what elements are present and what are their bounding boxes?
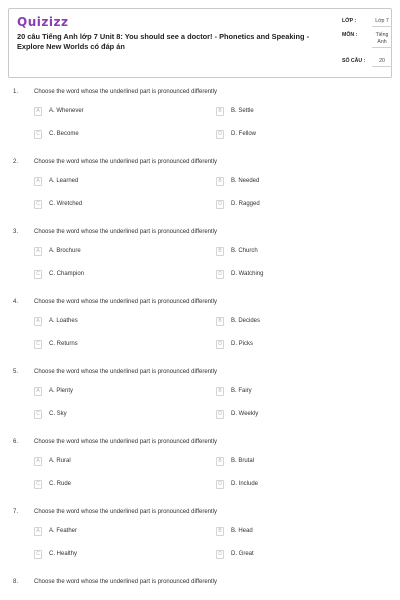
option-text: D. Fellow xyxy=(231,131,257,137)
subject-value: Tiếng Anh xyxy=(372,32,392,48)
question-text: Choose the word whose the underlined part is pronounced differently xyxy=(34,439,218,445)
answer-option-b[interactable] xyxy=(216,107,366,116)
option-text: B. Head xyxy=(231,528,253,534)
option-text: A. Plenty xyxy=(49,388,74,394)
question-item xyxy=(0,509,400,579)
question-text: Choose the word whose the underlined part is pronounced differently xyxy=(34,299,218,305)
option-letter-box: B xyxy=(216,107,224,116)
option-letter-box: B xyxy=(216,317,224,326)
option-text: C. Returns xyxy=(49,341,78,347)
question-text: Choose the word whose the underlined part is pronounced differently xyxy=(34,369,218,375)
option-text: C. Sky xyxy=(49,411,67,417)
option-letter-box: B xyxy=(216,387,224,396)
answer-option-b[interactable] xyxy=(216,457,366,466)
question-text: Choose the word whose the underlined part is pronounced differently xyxy=(34,509,218,515)
option-letter-box: D xyxy=(216,480,224,489)
option-text: B. Decides xyxy=(231,318,261,324)
answer-option-c[interactable] xyxy=(34,270,184,279)
option-text: B. Church xyxy=(231,248,258,254)
option-text: B. Settle xyxy=(231,108,254,114)
option-letter-box: D xyxy=(216,410,224,419)
option-text: A. Feather xyxy=(49,528,78,534)
option-letter-box: C xyxy=(34,480,42,489)
answer-option-c[interactable] xyxy=(34,480,184,489)
option-text: D. Great xyxy=(231,551,254,557)
quizizz-logo: Quizizz xyxy=(17,15,69,29)
option-text: D. Watching xyxy=(231,271,264,277)
option-letter-box: D xyxy=(216,340,224,349)
option-text: A. Rural xyxy=(49,458,71,464)
question-number: 5. xyxy=(13,369,19,375)
option-text: D. Weekly xyxy=(231,411,259,417)
option-text: C. Become xyxy=(49,131,79,137)
question-item xyxy=(0,89,400,159)
answer-option-b[interactable] xyxy=(216,527,366,536)
option-text: D. Picks xyxy=(231,341,254,347)
question-text: Choose the word whose the underlined part is pronounced differently xyxy=(34,89,218,95)
option-letter-box: C xyxy=(34,340,42,349)
answer-option-c[interactable] xyxy=(34,340,184,349)
option-letter-box: C xyxy=(34,550,42,559)
question-number: 8. xyxy=(13,579,19,585)
count-label: SỐ CÂU : xyxy=(342,58,366,64)
worksheet-title: 20 câu Tiếng Anh lớp 7 Unit 8: You should see a doctor! - Phonetics and Speaking - Explore New Worlds có đáp án xyxy=(17,32,310,51)
answer-option-a[interactable] xyxy=(34,387,184,396)
question-item xyxy=(0,229,400,299)
option-text: D. Ragged xyxy=(231,201,260,207)
subject-label: MÔN : xyxy=(342,32,358,38)
option-text: C. Rude xyxy=(49,481,72,487)
option-text: C. Healthy xyxy=(49,551,78,557)
question-text: Choose the word whose the underlined part is pronounced differently xyxy=(34,159,218,165)
answer-option-d[interactable] xyxy=(216,340,366,349)
answer-option-d[interactable] xyxy=(216,270,366,279)
answer-option-a[interactable] xyxy=(34,107,184,116)
question-number: 7. xyxy=(13,509,19,515)
question-item xyxy=(0,369,400,439)
question-number: 1. xyxy=(13,89,19,95)
answer-option-b[interactable] xyxy=(216,247,366,256)
grade-value: Lớp 7 xyxy=(372,18,392,27)
option-letter-box: A xyxy=(34,247,42,256)
option-letter-box: A xyxy=(34,387,42,396)
answer-option-c[interactable] xyxy=(34,200,184,209)
option-letter-box: A xyxy=(34,527,42,536)
option-letter-box: C xyxy=(34,200,42,209)
answer-option-d[interactable] xyxy=(216,550,366,559)
answer-option-c[interactable] xyxy=(34,410,184,419)
question-text: Choose the word whose the underlined part is pronounced differently xyxy=(34,229,218,235)
answer-option-c[interactable] xyxy=(34,550,184,559)
worksheet-header xyxy=(8,8,392,78)
option-letter-box: B xyxy=(216,527,224,536)
option-letter-box: C xyxy=(34,130,42,139)
option-letter-box: B xyxy=(216,177,224,186)
option-letter-box: B xyxy=(216,457,224,466)
question-item xyxy=(0,159,400,229)
option-letter-box: C xyxy=(34,410,42,419)
option-letter-box: D xyxy=(216,270,224,279)
answer-option-d[interactable] xyxy=(216,130,366,139)
option-letter-box: A xyxy=(34,317,42,326)
option-letter-box: D xyxy=(216,200,224,209)
grade-label: LỚP : xyxy=(342,18,357,24)
answer-option-b[interactable] xyxy=(216,387,366,396)
answer-option-b[interactable] xyxy=(216,177,366,186)
answer-option-a[interactable] xyxy=(34,247,184,256)
option-letter-box: A xyxy=(34,107,42,116)
question-text: Choose the word whose the underlined part is pronounced differently xyxy=(34,579,218,585)
question-number: 3. xyxy=(13,229,19,235)
option-text: A. Whenever xyxy=(49,108,84,114)
answer-option-d[interactable] xyxy=(216,200,366,209)
option-text: B. Brutal xyxy=(231,458,255,464)
option-text: A. Brochure xyxy=(49,248,81,254)
answer-option-d[interactable] xyxy=(216,480,366,489)
question-item xyxy=(0,579,400,600)
answer-option-a[interactable] xyxy=(34,457,184,466)
option-letter-box: A xyxy=(34,457,42,466)
option-letter-box: C xyxy=(34,270,42,279)
option-text: B. Needed xyxy=(231,178,260,184)
option-text: D. Include xyxy=(231,481,259,487)
option-text: B. Fairy xyxy=(231,388,252,394)
answer-option-a[interactable] xyxy=(34,317,184,326)
question-number: 4. xyxy=(13,299,19,305)
answer-option-c[interactable] xyxy=(34,130,184,139)
option-text: A. Learned xyxy=(49,178,79,184)
option-letter-box: A xyxy=(34,177,42,186)
question-item xyxy=(0,439,400,509)
option-text: C. Wretched xyxy=(49,201,83,207)
answer-option-a[interactable] xyxy=(34,527,184,536)
option-text: A. Loathes xyxy=(49,318,78,324)
option-letter-box: D xyxy=(216,130,224,139)
count-value: 20 xyxy=(372,58,392,67)
question-number: 2. xyxy=(13,159,19,165)
question-number: 6. xyxy=(13,439,19,445)
question-item xyxy=(0,299,400,369)
answer-option-d[interactable] xyxy=(216,410,366,419)
answer-option-a[interactable] xyxy=(34,177,184,186)
answer-option-b[interactable] xyxy=(216,317,366,326)
option-text: C. Champion xyxy=(49,271,85,277)
option-letter-box: D xyxy=(216,550,224,559)
option-letter-box: B xyxy=(216,247,224,256)
